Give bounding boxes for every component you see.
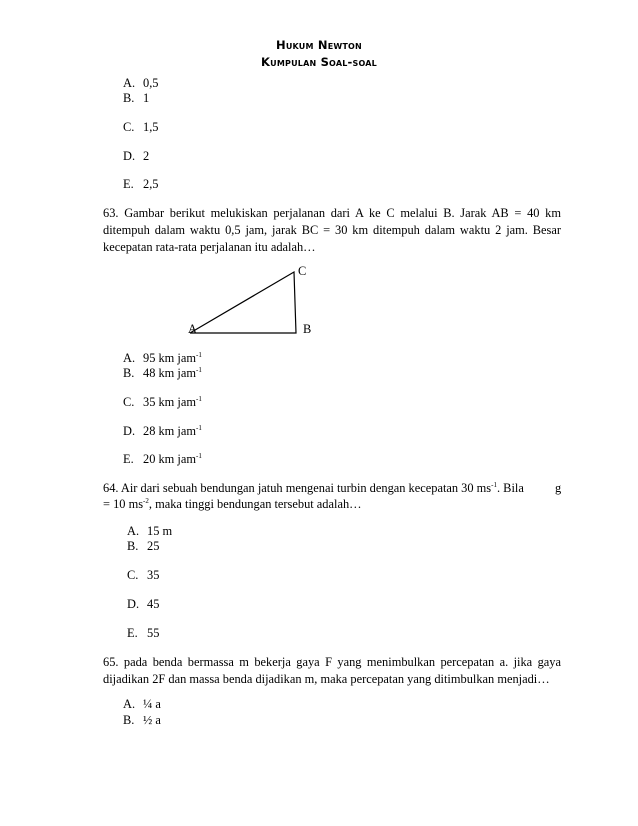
q64-line-1: 64. Air dari sebuah bendungan jatuh mengenai turbin dengan kecepatan 30 $ms^{-1}$. Bila xyxy=(103,481,524,495)
figure-label-c: C xyxy=(298,264,307,278)
q63-line-1: 63. Gambar berikut melukiskan perjalanan dari A ke C melalui B. Jarak AB = 40 km xyxy=(103,206,561,220)
q65-option-b: B. ½ a xyxy=(123,713,161,727)
q65-question xyxy=(103,654,561,688)
q63-line-2: ditempuh dalam waktu 0,5 jam, jarak BC = 30 km ditempuh dalam waktu 2 jam. Besar xyxy=(103,223,561,237)
q64-option-b: B. 25 xyxy=(127,539,160,553)
q63-option-e: E. 20 km jam$^{-1}$ xyxy=(123,452,202,466)
figure-label-b: B xyxy=(303,322,312,336)
q64-option-d: D. 45 xyxy=(127,597,160,611)
figure-label-a: A xyxy=(188,322,197,336)
q64-var-g: g xyxy=(555,481,562,495)
q63-option-b: B. 48 km jam$^{-1}$ xyxy=(123,366,202,380)
q63-option-c: C. 35 km jam$^{-1}$ xyxy=(123,395,202,409)
q62-option-d: D. 2 xyxy=(123,149,150,163)
q62-option-c: C. 1,5 xyxy=(123,120,159,134)
q64-option-c: C. 35 xyxy=(127,568,160,582)
q64-line-2: = 10 $ms^{-2}$, maka tinggi bendungan tersebut adalah… xyxy=(103,497,362,511)
q63-line-3: kecepatan rata-rata perjalanan itu adalah… xyxy=(103,240,316,254)
q62-option-b: B. 1 xyxy=(123,91,150,105)
triangle-abc xyxy=(190,272,296,333)
q63-option-d: D. 28 km jam$^{-1}$ xyxy=(123,424,202,438)
q65-option-a: A. ¼ a xyxy=(123,697,161,711)
q62-option-a: A. 0,5 xyxy=(123,76,159,90)
q63-option-a: A. 95 km jam$^{-1}$ xyxy=(123,351,202,365)
q64-option-e: E. 55 xyxy=(127,626,160,640)
q65-line-2: dijadikan 2F dan massa benda dijadikan m, maka percepatan yang ditimbulkan menjadi… xyxy=(103,672,550,686)
header-title: Hukum Newton xyxy=(276,38,362,52)
q62-option-e: E. 2,5 xyxy=(123,177,159,191)
q64-option-a: A. 15 m xyxy=(127,524,173,538)
q65-line-1: 65. pada benda bermassa m bekerja gaya F yang menimbulkan percepatan a. jika gaya xyxy=(103,655,561,669)
header-subtitle: Kumpulan Soal-soal xyxy=(261,55,377,69)
